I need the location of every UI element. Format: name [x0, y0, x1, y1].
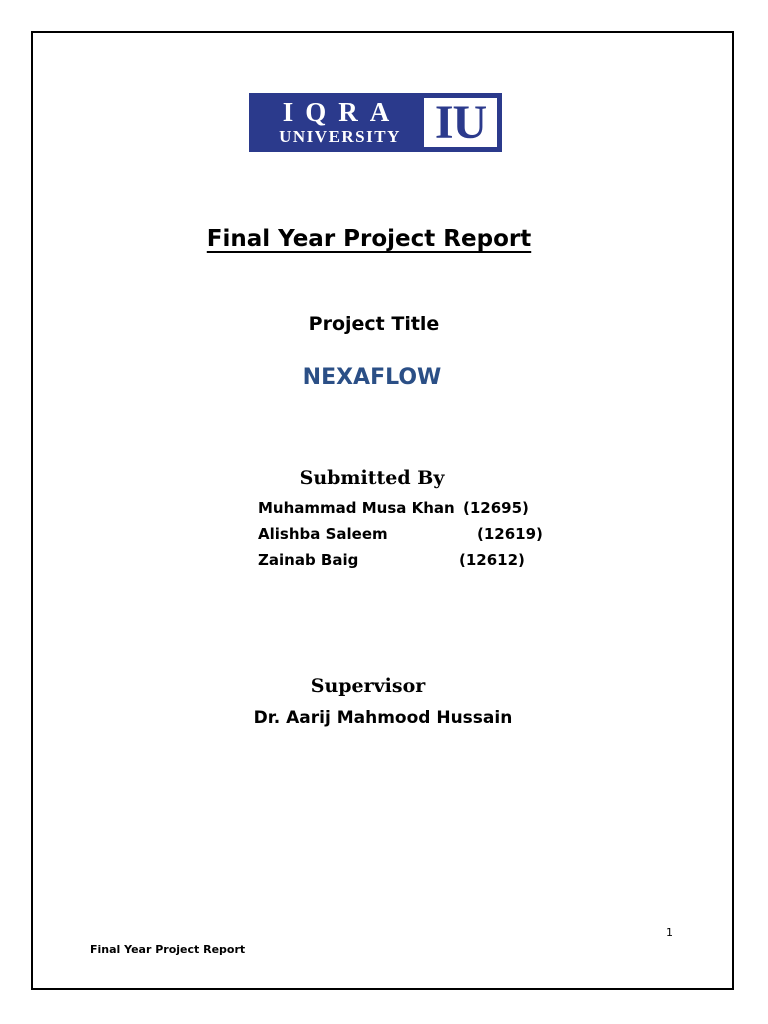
- member-id: (12619): [477, 525, 543, 543]
- footer-text: Final Year Project Report: [90, 943, 246, 956]
- member-id: (12695): [463, 499, 529, 517]
- member-id: (12612): [459, 551, 525, 569]
- logo-wordmark-bottom: UNIVERSITY: [279, 127, 401, 146]
- logo-mark-text: IU: [434, 96, 487, 149]
- submitted-by-heading: Submitted By: [299, 467, 445, 489]
- page-number: 1: [666, 926, 673, 939]
- supervisor-heading: Supervisor: [310, 675, 426, 697]
- project-name: NEXAFLOW: [302, 365, 442, 390]
- member-row: [258, 522, 543, 546]
- member-name: Muhammad Musa Khan: [258, 499, 455, 517]
- member-row: [258, 548, 538, 572]
- logo-wordmark-top: IQRA: [282, 97, 402, 127]
- report-title: Final Year Project Report: [206, 226, 532, 252]
- member-name: Alishba Saleem: [258, 525, 388, 543]
- member-row: [258, 496, 538, 520]
- logo-mark: [424, 98, 497, 147]
- supervisor-name: Dr. Aarij Mahmood Hussain: [253, 708, 513, 728]
- project-title-label: Project Title: [308, 313, 440, 335]
- member-name: Zainab Baig: [258, 551, 359, 569]
- university-logo: [249, 93, 502, 152]
